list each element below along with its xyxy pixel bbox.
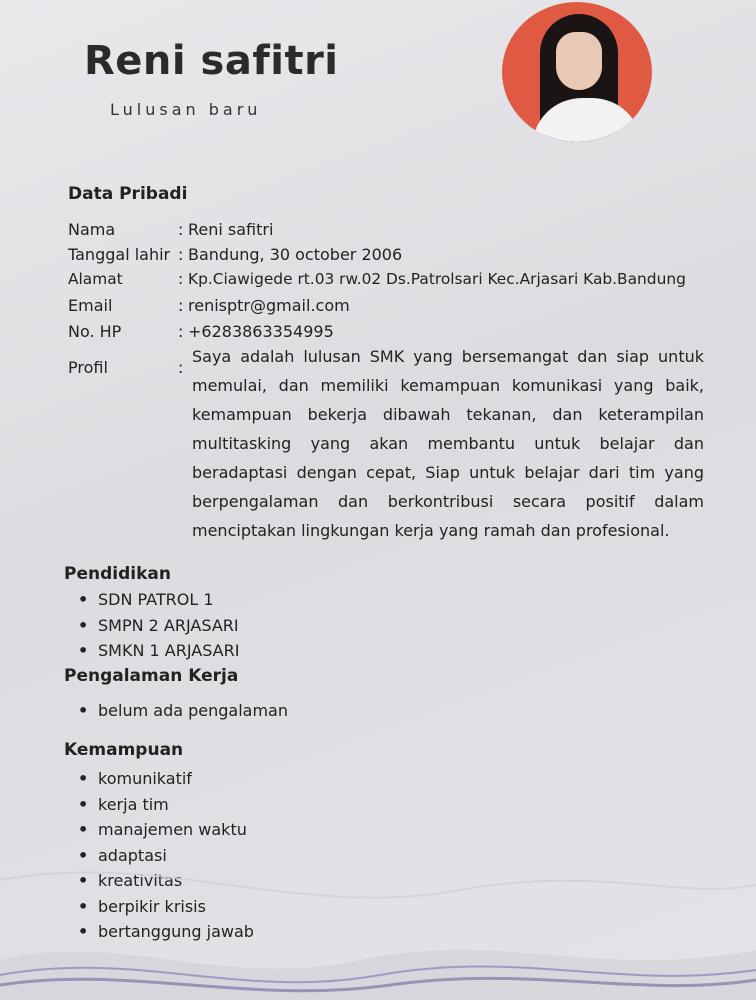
profile-photo — [502, 2, 652, 142]
list-item: • SMPN 2 ARJASARI — [78, 613, 239, 639]
field-alamat — [68, 270, 686, 288]
field-separator: : — [178, 358, 184, 377]
field-label: Tanggal lahir — [68, 245, 171, 264]
list-item: • komunikatif — [78, 766, 254, 792]
decorative-wave — [0, 840, 756, 1000]
list-item: • SDN PATROL 1 — [78, 587, 239, 613]
field-separator: : — [178, 270, 184, 288]
list-item: • bertanggung jawab — [78, 919, 254, 945]
candidate-subtitle: Lulusan baru — [110, 100, 262, 119]
field-value: Bandung, 30 october 2006 — [188, 245, 403, 264]
list-item: • kreativitas — [78, 868, 254, 894]
field-separator: : — [178, 245, 184, 264]
field-label: Alamat — [68, 270, 123, 288]
field-value: Reni safitri — [188, 220, 274, 239]
field-value: Kp.Ciawigede rt.03 rw.02 Ds.Patrolsari Kec.Arjasari Kab.Bandung — [188, 270, 686, 288]
list-item: • adaptasi — [78, 843, 254, 869]
list-item: • manajemen waktu — [78, 817, 254, 843]
photo-face — [556, 32, 602, 90]
field-label: Nama — [68, 220, 116, 239]
field-separator: : — [178, 296, 184, 315]
field-no-hp — [68, 322, 334, 341]
pengalaman-list — [78, 698, 288, 724]
list-item: • berpikir krisis — [78, 894, 254, 920]
section-title-data-pribadi: Data Pribadi — [68, 184, 188, 204]
candidate-name: Reni safitri — [84, 38, 339, 84]
field-label: No. HP — [68, 322, 122, 341]
field-email — [68, 296, 350, 315]
field-profil — [68, 358, 188, 377]
list-item: • belum ada pengalaman — [78, 698, 288, 724]
section-title-pengalaman-kerja: Pengalaman Kerja — [64, 666, 239, 686]
field-separator: : — [178, 322, 184, 341]
list-item: • SMKN 1 ARJASARI — [78, 638, 239, 664]
field-label: Email — [68, 296, 113, 315]
profil-paragraph: Saya adalah lulusan SMK yang bersemangat dan siap untuk memulai, dan memiliki kemampuan komunikasi yang baik, kemampuan bekerja dibawah tekanan, dan keterampilan multitasking yang akan membantu untuk belajar dan beradaptasi dengan cepat, Siap untuk belajar dari tim yang berpengalaman dan berkontribusi secara positif dalam menciptakan lingkungan kerja yang ramah dan profesional. — [192, 347, 704, 540]
field-nama — [68, 220, 273, 239]
list-item: • kerja tim — [78, 792, 254, 818]
field-separator: : — [178, 220, 184, 239]
field-value: +6283863354995 — [188, 322, 334, 341]
section-title-kemampuan: Kemampuan — [64, 740, 184, 760]
section-title-pendidikan: Pendidikan — [64, 564, 171, 584]
field-value: renisptr@gmail.com — [188, 296, 350, 315]
field-label: Profil — [68, 358, 108, 377]
field-tanggal-lahir — [68, 245, 402, 264]
pendidikan-list — [78, 587, 239, 664]
